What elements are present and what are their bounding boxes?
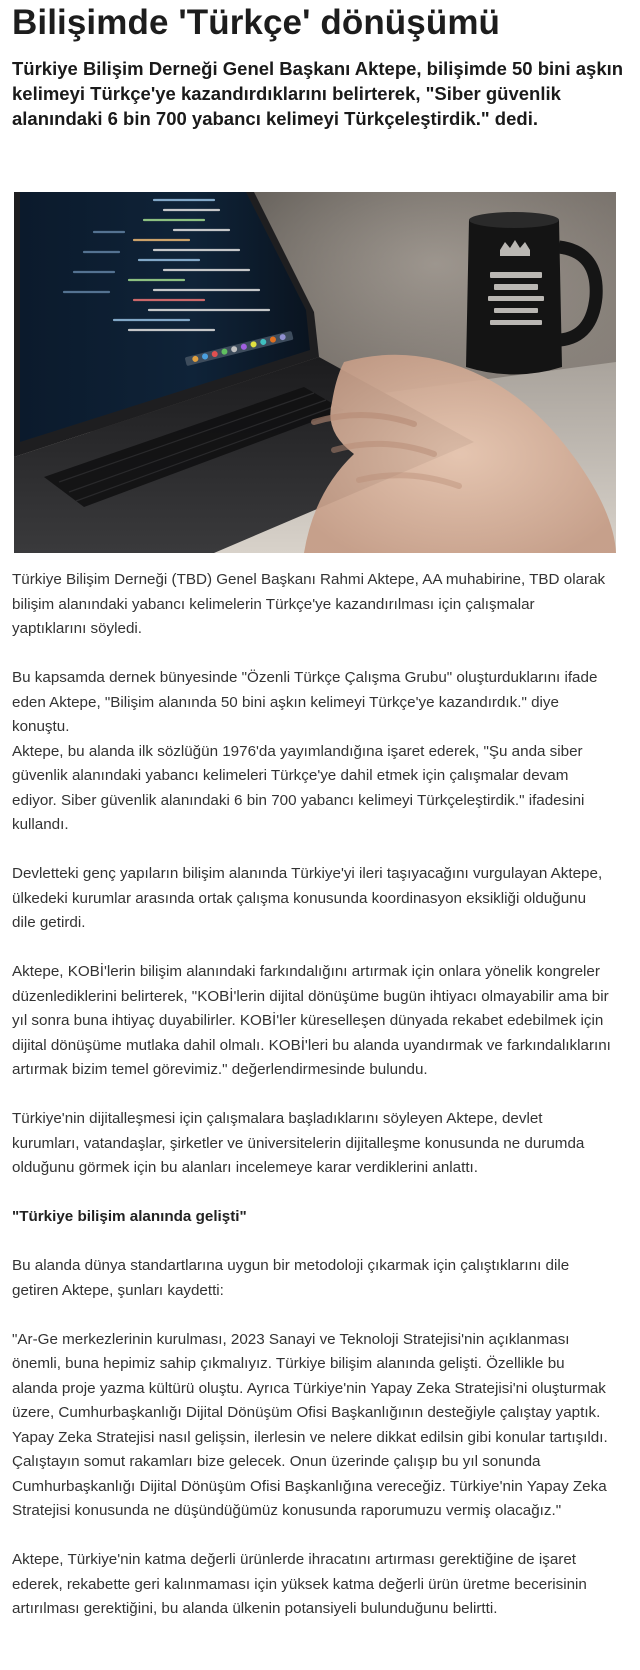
- paragraph: Türkiye Bilişim Derneği (TBD) Genel Başkanı Rahmi Aktepe, AA muhabirine, TBD olarak bilişim alanındaki yabancı kelimelerin Türkçe'ye kazandırılması için çalışmalar yaptıklarını söyledi.: [12, 571, 606, 637]
- article-title: Bilişimde 'Türkçe' dönüşümü: [12, 3, 501, 42]
- paragraph: Bu alanda dünya standartlarına uygun bir metodoloji çıkarmak için çalıştıklarını dile getiren Aktepe, şunları kaydetti:: [12, 1257, 570, 1299]
- paragraph: Aktepe, KOBİ'lerin bilişim alanındaki farkındalığını artırmak için onlara yönelik kongreler düzenlediklerini belirterek, "KOBİ'lerin dijital dönüşüme bugün ihtiyacı olmayabilir ama bir yıl sonra buna ihtiyaç duyabilirler. KOBİ'ler küreselleşen dünyada rekabet edebilmek için dijital dönüşüme mutlaka dahil olmalı. KOBİ'leri bu alanda uyandırmak ve farkındalıklarını artırmak bizim temel görevimiz." değerlendirmesinde bulundu.: [12, 963, 611, 1078]
- quote-paragraph: "Ar-Ge merkezlerinin kurulması, 2023 Sanayi ve Teknoloji Stratejisi'nin açıklanması önemli, buna hepimiz sahip çıkmalıyız. Türkiye bilişim alanında gelişti. Özellikle bu alanda proje yazma kültürü oluştu. Ayrıca Türkiye'nin Yapay Zeka Stratejisi'ni oluşturmak üzere, Cumhurbaşkanlığı Dijital Dönüşüm Ofisi Başkanlığının desteğiyle çalıştay yaptık. Yapay Zeka Stratejisi nasıl gelişsin, ilerlesin ve nelere dikkat edilsin gibi konular tartışıldı. Çalıştayın somut rakamları bize gelecek. Onun üzerinde çalışıp bu yıl sonunda Cumhurbaşkanlığı Dijital Dönüşüm Ofisi Başkanlığına vereceğiz. Türkiye'nin Yapay Zeka Stratejisi konusunda ne düşündüğümüz konusunda raporumuzu vermiş olacağız.": [12, 1330, 608, 1519]
- laptop-photo: [14, 192, 616, 553]
- paragraph: Aktepe, bu alanda ilk sözlüğün 1976'da yayımlandığına işaret ederek, "Şu anda siber güvenlik alanındaki yabancı kelimeleri Türkçe'ye dahil etmek için çalışmalar devam ediyor. Siber güvenlik alanındaki 6 bin 700 yabancı kelimeyi Türkçeleştirdik." ifadesini kullandı.: [12, 742, 585, 833]
- paragraph: Aktepe, Türkiye'nin katma değerli ürünlerde ihracatını artırması gerektiğine de işaret ederek, rekabette geri kalınmaması için yüksek katma değerli ürün üretme becerisinin artırılması gerektiğini, bu alanda ülkenin potansiyeli bulunduğunu belirtti.: [12, 1551, 587, 1617]
- section-subheading: "Türkiye bilişim alanında gelişti": [12, 1208, 247, 1225]
- paragraph: Bu kapsamda dernek bünyesinde "Özenli Türkçe Çalışma Grubu" oluşturduklarını ifade eden Aktepe, "Bilişim alanında 50 bini aşkın kelimeyi Türkçe'ye kazandırdık." diye konuştu.: [12, 669, 598, 735]
- article-image: [14, 192, 616, 553]
- article-body: [12, 568, 612, 1646]
- paragraph: Türkiye'nin dijitalleşmesi için çalışmalara başladıklarını söyleyen Aktepe, devlet kurumları, vatandaşlar, şirketler ve üniversitelerin dijitalleşme konusunda ne durumda olduğunu görmek için bu alanları incelemeye karar verdiklerini anlattı.: [12, 1110, 585, 1176]
- paragraph: Devletteki genç yapıların bilişim alanında Türkiye'yi ileri taşıyacağını vurgulayan Aktepe, ülkedeki kurumlar arasında ortak çalışma konusunda koordinasyon eksikliği olduğunu dile getirdi.: [12, 865, 603, 931]
- article-spot: Türkiye Bilişim Derneği Genel Başkanı Aktepe, bilişimde 50 bini aşkın kelimeyi Türkçe'ye kazandırdıklarını belirterek, "Siber güvenlik alanındaki 6 bin 700 yabancı kelimeyi Türkçeleştirdik." dedi.: [12, 58, 624, 129]
